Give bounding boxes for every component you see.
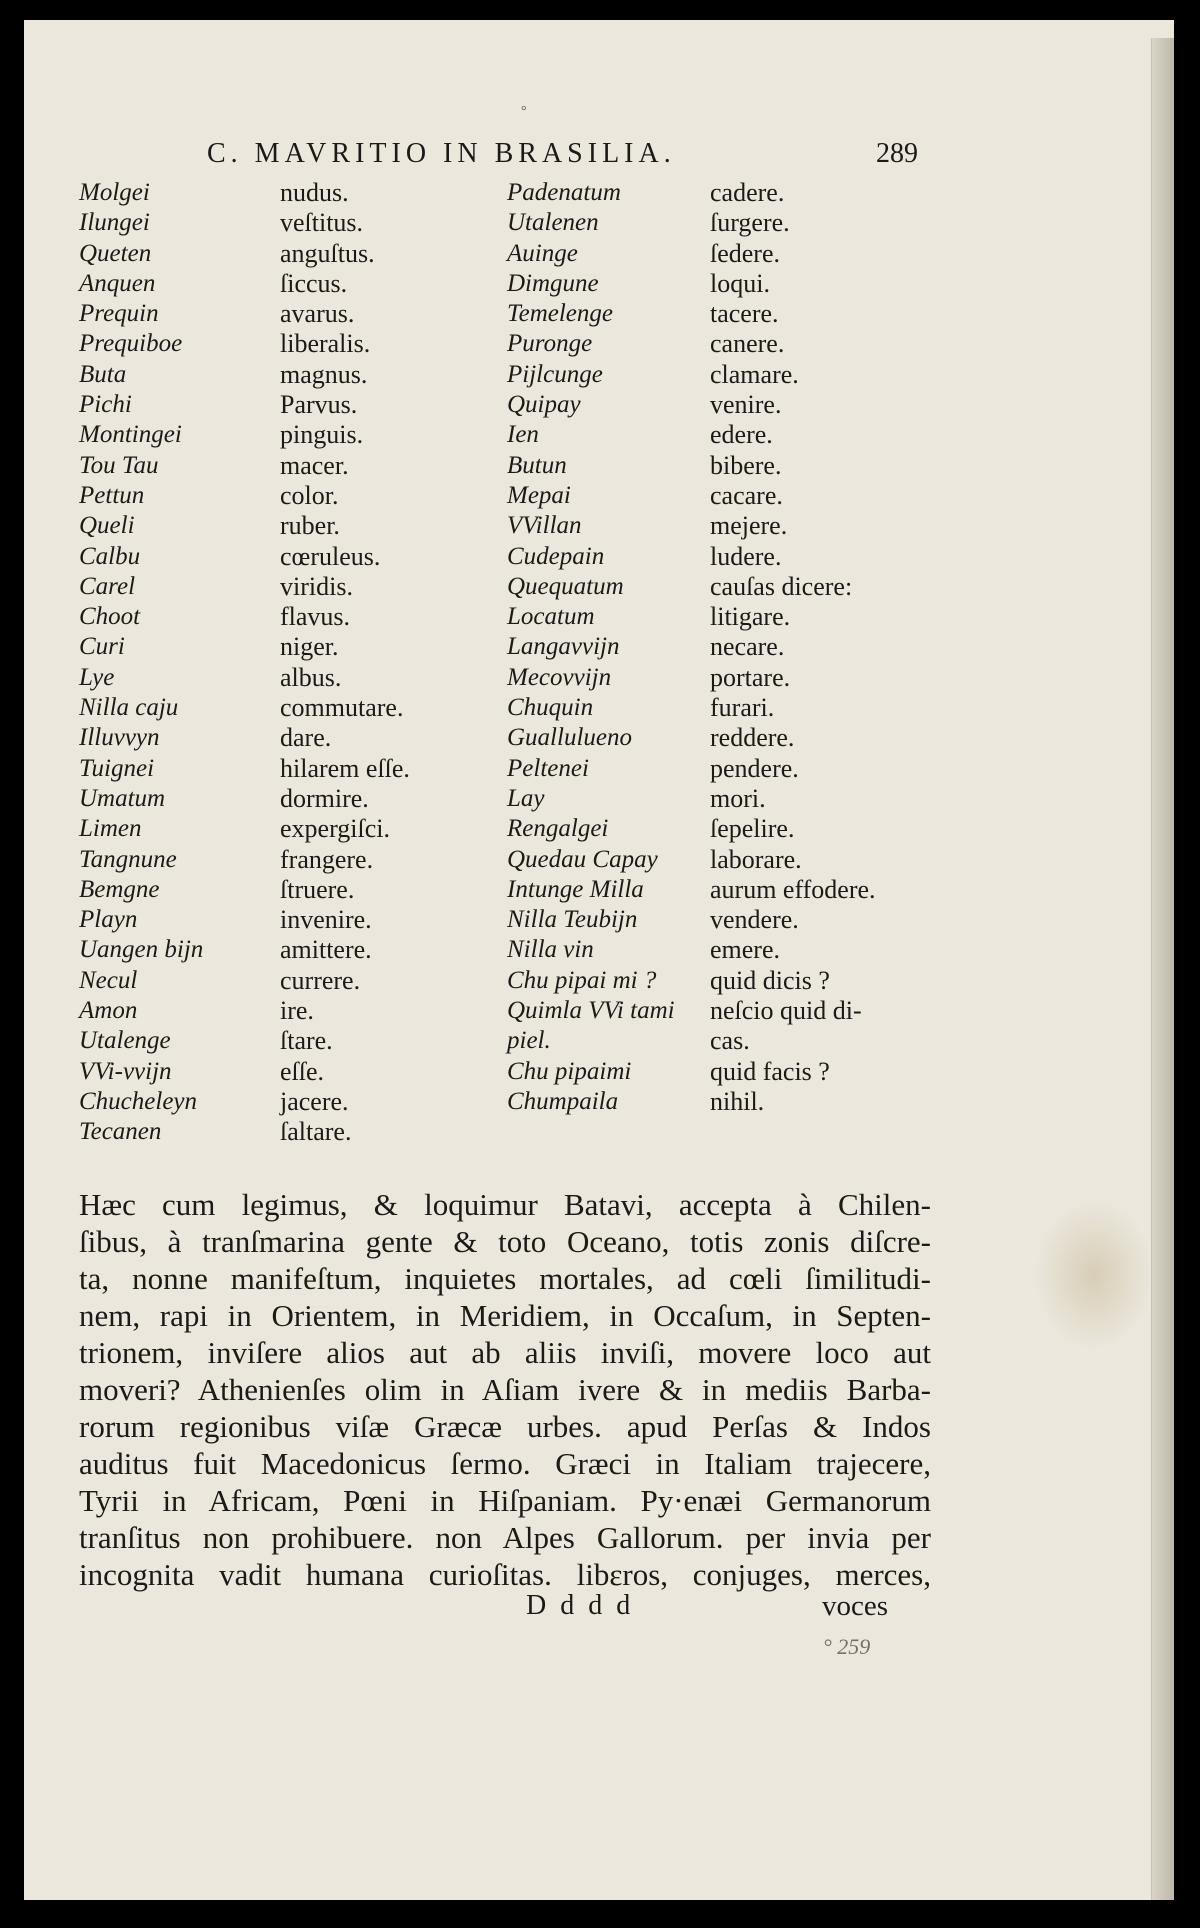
vocab-term: VVi-vvijn	[79, 1057, 172, 1085]
vocab-term: Umatum	[79, 784, 166, 812]
vocab-term: Tou Tau	[79, 451, 159, 479]
vocab-term: Carel	[79, 572, 136, 600]
vocab-meaning: anguſtus.	[280, 238, 375, 268]
vocab-term: Nilla vin	[507, 936, 594, 964]
vocab-term: Lye	[79, 663, 115, 691]
vocabulary-column-meanings-1	[280, 178, 410, 1148]
vocab-meaning: color.	[280, 480, 339, 510]
vocab-meaning: ruber.	[280, 511, 340, 541]
vocab-term: Ien	[507, 421, 539, 449]
vocab-term: Montingei	[79, 421, 182, 449]
vocab-meaning: quid dicis ?	[710, 965, 830, 995]
vocab-term: Buta	[79, 360, 127, 388]
vocab-meaning: ſtare.	[280, 1026, 333, 1056]
vocab-meaning: laborare.	[710, 844, 802, 874]
paragraph-line: rorum regionibus viſæ Græcæ urbes. apud Perſas & Indos	[79, 1409, 931, 1444]
vocab-meaning: vendere.	[710, 905, 799, 935]
paragraph-line: Tyrii in Africam, Pœni in Hiſpaniam. Py·enæi Germanorum	[79, 1483, 931, 1518]
vocab-meaning: clamare.	[710, 359, 799, 389]
vocab-meaning: necare.	[710, 632, 785, 662]
running-title: C. MAVRITIO IN BRASILIA.	[207, 138, 676, 169]
vocab-term: Utalenen	[507, 209, 599, 237]
vocab-term: Peltenei	[507, 754, 589, 782]
vocab-term: piel.	[507, 1027, 551, 1055]
vocab-meaning: frangere.	[280, 844, 374, 874]
vocab-term: Chu pipai mi ?	[507, 966, 657, 994]
vocab-term: Nilla Teubijn	[507, 906, 638, 934]
vocab-meaning: edere.	[710, 420, 773, 450]
vocab-term: Choot	[79, 603, 141, 631]
vocab-meaning: ſiccus.	[280, 268, 348, 298]
vocab-meaning: albus.	[280, 662, 342, 692]
vocab-term: Quipay	[507, 391, 581, 419]
vocab-term: Nilla caju	[79, 694, 179, 722]
ornament-dot: °	[521, 104, 527, 119]
vocab-term: Chumpaila	[507, 1087, 619, 1115]
vocab-meaning: eſſe.	[280, 1056, 325, 1086]
paragraph-line: tranſitus non prohibuere. non Alpes Gallorum. per invia per	[79, 1520, 931, 1555]
vocab-meaning: commutare.	[280, 693, 404, 723]
vocab-meaning: niger.	[280, 632, 339, 662]
vocab-meaning: mori.	[710, 783, 766, 813]
vocab-meaning: furari.	[710, 693, 775, 723]
page-number: 289	[876, 138, 918, 169]
vocab-meaning: magnus.	[280, 359, 368, 389]
vocab-term: Illuvvyn	[79, 724, 160, 752]
vocab-meaning: cauſas dicere:	[710, 571, 853, 601]
vocab-meaning: Parvus.	[280, 390, 358, 420]
vocab-meaning: ſurgere.	[710, 208, 790, 238]
vocab-meaning: invenire.	[280, 905, 372, 935]
vocab-term: Cudepain	[507, 542, 605, 570]
vocab-meaning: neſcio quid di-	[710, 996, 862, 1026]
vocab-term: Mepai	[507, 481, 571, 509]
running-header	[0, 138, 1000, 178]
vocab-meaning: cœruleus.	[280, 541, 381, 571]
vocab-term: Tecanen	[79, 1118, 162, 1146]
vocab-meaning: hilarem eſſe.	[280, 753, 410, 783]
vocab-meaning: ludere.	[710, 541, 782, 571]
vocab-term: Tuignei	[79, 754, 155, 782]
vocab-term: Prequin	[79, 300, 159, 328]
vocab-meaning: quid facis ?	[710, 1056, 830, 1086]
water-stain	[1034, 1200, 1154, 1350]
vocab-term: Mecovvijn	[507, 663, 612, 691]
vocab-term: Locatum	[507, 603, 595, 631]
vocab-term: Limen	[79, 815, 142, 843]
vocab-meaning: cacare.	[710, 480, 783, 510]
vocab-term: Pijlcunge	[507, 360, 603, 388]
vocab-meaning: cas.	[710, 1026, 750, 1056]
vocab-meaning: litigare.	[710, 602, 791, 632]
vocab-term: Queli	[79, 512, 135, 540]
vocab-meaning: ire.	[280, 996, 314, 1026]
vocab-meaning: venire.	[710, 390, 782, 420]
vocab-term: Chucheleyn	[79, 1087, 198, 1115]
vocab-term: Tangnune	[79, 845, 177, 873]
vocab-term: Auinge	[507, 239, 578, 267]
vocab-term: Quedau Capay	[507, 845, 658, 873]
vocab-meaning: canere.	[710, 329, 785, 359]
paragraph-line: trionem, inviſere alios aut ab aliis inviſi, movere loco aut	[79, 1335, 931, 1370]
vocab-term: Amon	[79, 997, 138, 1025]
vocabulary-column-meanings-2	[710, 178, 876, 1117]
vocab-term: Rengalgei	[507, 815, 609, 843]
vocab-meaning: nudus.	[280, 178, 349, 207]
vocab-meaning: ſtruere.	[280, 874, 355, 904]
vocab-meaning: aurum effodere.	[710, 874, 876, 904]
paragraph-line: nem, rapi in Orientem, in Meridiem, in Occaſum, in Septen-	[79, 1298, 931, 1333]
vocab-meaning: bibere.	[710, 450, 782, 480]
vocab-meaning: ſaltare.	[280, 1117, 352, 1147]
vocab-meaning: mejere.	[710, 511, 788, 541]
vocab-meaning: amittere.	[280, 935, 372, 965]
vocab-term: Padenatum	[507, 179, 621, 206]
vocab-meaning: flavus.	[280, 602, 351, 632]
vocab-term: Chu pipaimi	[507, 1057, 632, 1085]
vocab-meaning: reddere.	[710, 723, 795, 753]
vocab-term: Calbu	[79, 542, 141, 570]
vocab-meaning: pendere.	[710, 753, 799, 783]
paragraph-line: ta, nonne manifeſtum, inquietes mortales, ad cœli ſimilitudi-	[79, 1261, 931, 1296]
vocab-meaning: dormire.	[280, 783, 369, 813]
vocab-meaning: portare.	[710, 662, 791, 692]
vocab-term: Quequatum	[507, 572, 624, 600]
paragraph-line: ſibus, à tranſmarina gente & toto Oceano, totis zonis diſcre-	[79, 1224, 931, 1259]
vocab-term: Pettun	[79, 481, 145, 509]
vocab-term: Lay	[507, 784, 545, 812]
vocab-meaning: liberalis.	[280, 329, 371, 359]
paragraph-line: moveri? Athenienſes olim in Aſiam ivere & in mediis Barba-	[79, 1372, 931, 1407]
vocab-meaning: ſepelire.	[710, 814, 795, 844]
vocab-term: Quimla VVi tami	[507, 997, 675, 1025]
vocab-term: Langavvijn	[507, 633, 620, 661]
catchword: voces	[822, 1590, 889, 1622]
vocab-term: Puronge	[507, 330, 593, 358]
handwritten-folio-note: ° 259	[823, 1634, 871, 1659]
vocab-meaning: avarus.	[280, 299, 355, 329]
vocabulary-column-terms-1	[79, 178, 203, 1148]
vocab-term: Curi	[79, 633, 125, 661]
vocab-term: Uangen bijn	[79, 936, 204, 964]
vocab-term: Molgei	[79, 179, 150, 206]
vocab-meaning: emere.	[710, 935, 781, 965]
page-edge	[1151, 38, 1174, 1900]
vocab-term: Guallulueno	[507, 724, 632, 752]
vocab-term: Bemgne	[79, 875, 160, 903]
vocab-term: Intunge Milla	[507, 875, 644, 903]
vocab-meaning: jacere.	[280, 1086, 349, 1116]
vocab-term: Dimgune	[507, 269, 599, 297]
vocab-term: Pichi	[79, 391, 132, 419]
vocab-term: Queten	[79, 239, 152, 267]
vocab-term: Anquen	[79, 269, 156, 297]
paragraph-line: Hæc cum legimus, & loquimur Batavi, accepta à Chilen-	[79, 1187, 931, 1222]
vocab-term: Chuquin	[507, 694, 594, 722]
vocab-meaning: dare.	[280, 723, 332, 753]
vocab-term: Necul	[79, 966, 138, 994]
vocab-term: Temelenge	[507, 300, 613, 328]
signature-mark: Dddd	[526, 1590, 645, 1621]
vocab-meaning: pinguis.	[280, 420, 364, 450]
vocab-meaning: cadere.	[710, 178, 785, 207]
vocabulary-column-terms-2	[507, 178, 675, 1117]
vocab-term: Utalenge	[79, 1027, 171, 1055]
vocab-meaning: ſedere.	[710, 238, 781, 268]
vocab-term: Ilungei	[79, 209, 150, 237]
vocab-meaning: loqui.	[710, 268, 770, 298]
vocab-meaning: tacere.	[710, 299, 779, 329]
vocab-meaning: nihil.	[710, 1086, 765, 1116]
paragraph-line: auditus fuit Macedonicus ſermo. Græci in Italiam trajecere,	[79, 1446, 931, 1481]
vocab-meaning: macer.	[280, 450, 349, 480]
vocab-term: VVillan	[507, 512, 582, 540]
vocab-meaning: currere.	[280, 965, 361, 995]
vocab-term: Butun	[507, 451, 567, 479]
vocab-meaning: viridis.	[280, 571, 353, 601]
body-paragraph	[79, 1186, 931, 1593]
vocab-meaning: veſtitus.	[280, 208, 364, 238]
vocab-term: Playn	[79, 906, 138, 934]
paragraph-line: incognita vadit humana curioſitas. libεros, conjuges, merces,	[79, 1557, 931, 1592]
vocab-meaning: expergiſci.	[280, 814, 390, 844]
vocab-term: Prequiboe	[79, 330, 183, 358]
